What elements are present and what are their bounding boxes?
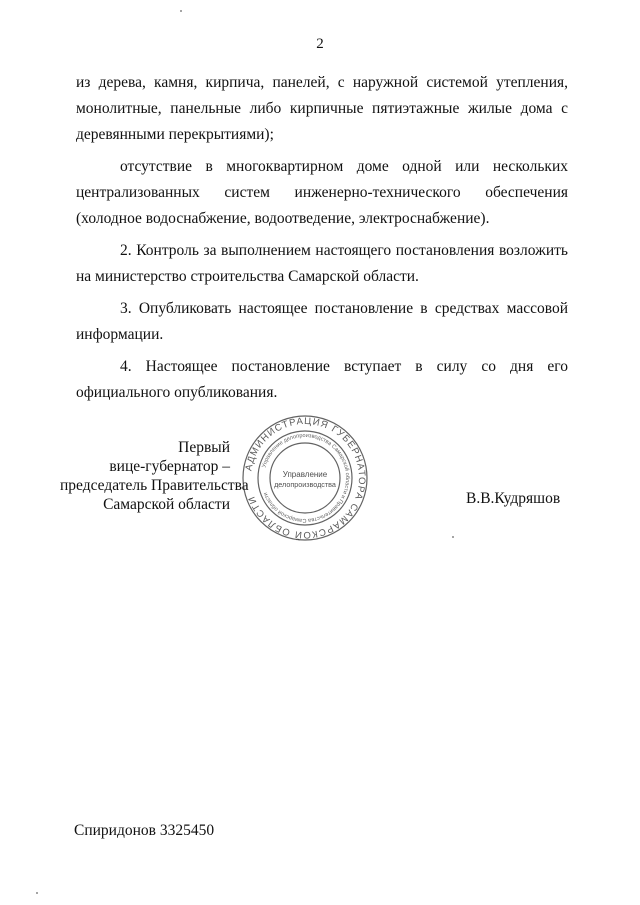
position-line: вице-губернатор – bbox=[109, 458, 230, 475]
page-number: 2 bbox=[316, 36, 324, 52]
svg-text:АДМИНИСТРАЦИЯ ГУБЕРНАТОРА САМА: АДМИНИСТРАЦИЯ ГУБЕРНАТОРА САМАРСКОЙ ОБЛАСТИ bbox=[243, 415, 368, 541]
position-line: председатель Правительства bbox=[60, 477, 249, 494]
scan-speck bbox=[452, 536, 454, 538]
paragraph-absence-of-systems: отсутствие в многоквартирном доме одной или нескольких централизованных систем инженерно-технического обеспечения (холодное водоснабжение, водоотведение, электроснабжение). bbox=[76, 158, 568, 227]
document-body bbox=[76, 70, 568, 412]
signatory-name: В.В.Кудряшов bbox=[466, 490, 561, 507]
paragraph-item-3: 3. Опубликовать настоящее постановление в средствах массовой информации. bbox=[76, 300, 568, 343]
official-seal-stamp bbox=[240, 413, 370, 543]
executor-contact: Спиридонов 3325450 bbox=[74, 822, 215, 839]
position-line: Первый bbox=[178, 439, 230, 456]
scan-speck bbox=[180, 10, 182, 12]
seal-inner-line: Управление bbox=[282, 470, 328, 479]
paragraph-item-2: 2. Контроль за выполнением настоящего постановления возложить на министерство строительства Самарской области. bbox=[76, 242, 568, 285]
paragraph-continuation: из дерева, камня, кирпича, панелей, с наружной системой утепления, монолитные, панельные либо кирпичные пятиэтажные жилые дома с деревянными перекрытиями); bbox=[76, 74, 568, 143]
signatory-position bbox=[60, 438, 249, 514]
position-line: Самарской области bbox=[103, 496, 230, 513]
svg-text:Управление делопроизводства Са: Управление делопроизводства Самарской области и Правительства Самарской области bbox=[261, 432, 351, 524]
paragraph-item-4: 4. Настоящее постановление вступает в силу со дня его официального опубликования. bbox=[76, 358, 568, 401]
seal-inner-line: делопроизводства bbox=[274, 480, 336, 489]
seal-icon bbox=[240, 413, 370, 543]
scan-speck bbox=[36, 892, 38, 894]
